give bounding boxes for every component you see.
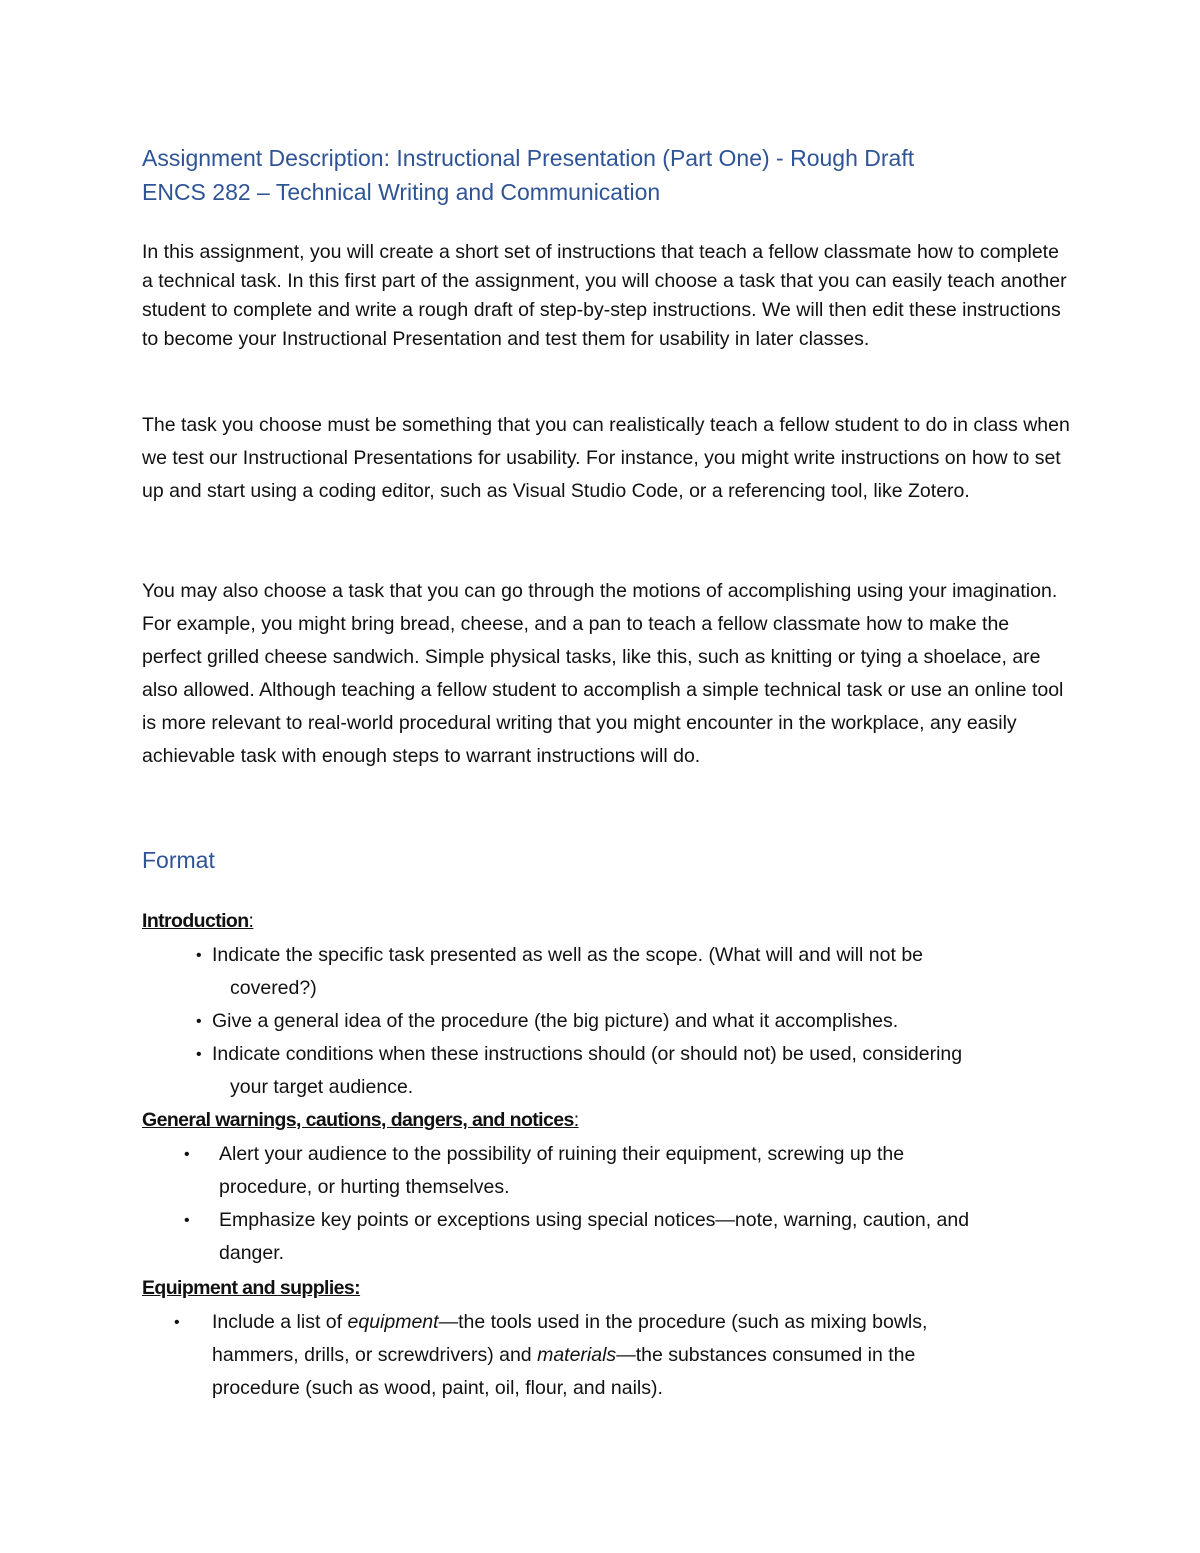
list-item-line: Indicate conditions when these instructions should (or should not) be used, considering bbox=[212, 1043, 963, 1065]
list-item-line: your target audience. bbox=[230, 1076, 414, 1098]
list-item-line: procedure, or hurting themselves. bbox=[219, 1176, 510, 1198]
list-item bbox=[184, 1204, 1064, 1270]
introduction-list bbox=[196, 939, 1066, 1104]
list-item-line: danger. bbox=[219, 1242, 285, 1264]
equipment-term: equipment bbox=[347, 1311, 439, 1333]
bullet-icon: • bbox=[196, 947, 202, 964]
list-item-line: Alert your audience to the possibility of ruining their equipment, screwing up the bbox=[219, 1143, 905, 1165]
list-item-line bbox=[212, 1339, 1054, 1372]
title-line-2: ENCS 282 – Technical Writing and Communication bbox=[142, 179, 661, 205]
equipment-text: —the substances consumed in the bbox=[616, 1344, 916, 1366]
equipment-text: hammers, drills, or screwdrivers) and bbox=[212, 1344, 538, 1366]
list-item bbox=[174, 1306, 1054, 1405]
bullet-icon: • bbox=[184, 1146, 190, 1163]
format-heading: Format bbox=[142, 847, 215, 873]
introduction-colon: : bbox=[248, 910, 254, 932]
imagination-paragraph: You may also choose a task that you can go through the motions of accomplishing using your imagination. For example, you might bring bread, cheese, and a pan to teach a fellow classmate how to make the perfect grilled cheese sandwich. Simple physical tasks, like this, such as knitting or tying a shoelace, are also allowed. Although teaching a fellow student to accomplish a simple technical task or use an online tool is more relevant to real-world procedural writing that you might encounter in the workplace, any easily achievable task with enough steps to warrant instructions will do. bbox=[142, 580, 1064, 767]
task-paragraph: The task you choose must be something that you can realistically teach a fellow student to do in class when we test our Instructional Presentations for usability. For instance, you might write instructions on how to set up and start using a coding editor, such as Visual Studio Code, or a referencing tool, like Zotero. bbox=[142, 414, 1070, 502]
bullet-icon: • bbox=[196, 1013, 202, 1030]
warnings-label-text: General warnings, cautions, dangers, and notices bbox=[142, 1109, 574, 1131]
title-line-1: Assignment Description: Instructional Presentation (Part One) - Rough Draft bbox=[142, 145, 915, 171]
introduction-label-text: Introduction bbox=[142, 910, 249, 932]
list-item bbox=[184, 1138, 1064, 1204]
list-item bbox=[196, 939, 1066, 1005]
materials-term: materials bbox=[537, 1344, 617, 1366]
bullet-icon: • bbox=[184, 1212, 190, 1229]
bullet-icon: • bbox=[196, 1046, 202, 1063]
warnings-label bbox=[142, 1105, 579, 1135]
equipment-label-text: Equipment and supplies: bbox=[142, 1277, 361, 1299]
intro-paragraph: In this assignment, you will create a short set of instructions that teach a fellow classmate how to complete a technical task. In this first part of the assignment, you will choose a task that you can easily teach another student to complete and write a rough draft of step-by-step instructions. We will then edit these instructions to become your Instructional Presentation and test them for usability in later classes. bbox=[142, 241, 1067, 350]
list-item bbox=[196, 1005, 1066, 1038]
list-item-line: covered?) bbox=[230, 977, 317, 999]
equipment-list bbox=[174, 1306, 1054, 1405]
list-item-line bbox=[212, 1306, 1054, 1339]
bullet-icon: • bbox=[174, 1314, 180, 1331]
warnings-colon: : bbox=[573, 1109, 579, 1131]
equipment-label bbox=[142, 1273, 360, 1303]
list-item-line: procedure (such as wood, paint, oil, flour, and nails). bbox=[212, 1377, 663, 1399]
list-item-line: Indicate the specific task presented as well as the scope. (What will and will not be bbox=[212, 944, 924, 966]
introduction-label bbox=[142, 906, 253, 936]
list-item bbox=[196, 1038, 1066, 1104]
warnings-list bbox=[184, 1138, 1064, 1270]
equipment-text: —the tools used in the procedure (such as mixing bowls, bbox=[438, 1311, 928, 1333]
list-item-line: Emphasize key points or exceptions using special notices—note, warning, caution, and bbox=[219, 1209, 970, 1231]
document-title bbox=[142, 141, 1102, 209]
list-item-line: Give a general idea of the procedure (the big picture) and what it accomplishes. bbox=[212, 1010, 899, 1032]
equipment-text: Include a list of bbox=[212, 1311, 348, 1333]
